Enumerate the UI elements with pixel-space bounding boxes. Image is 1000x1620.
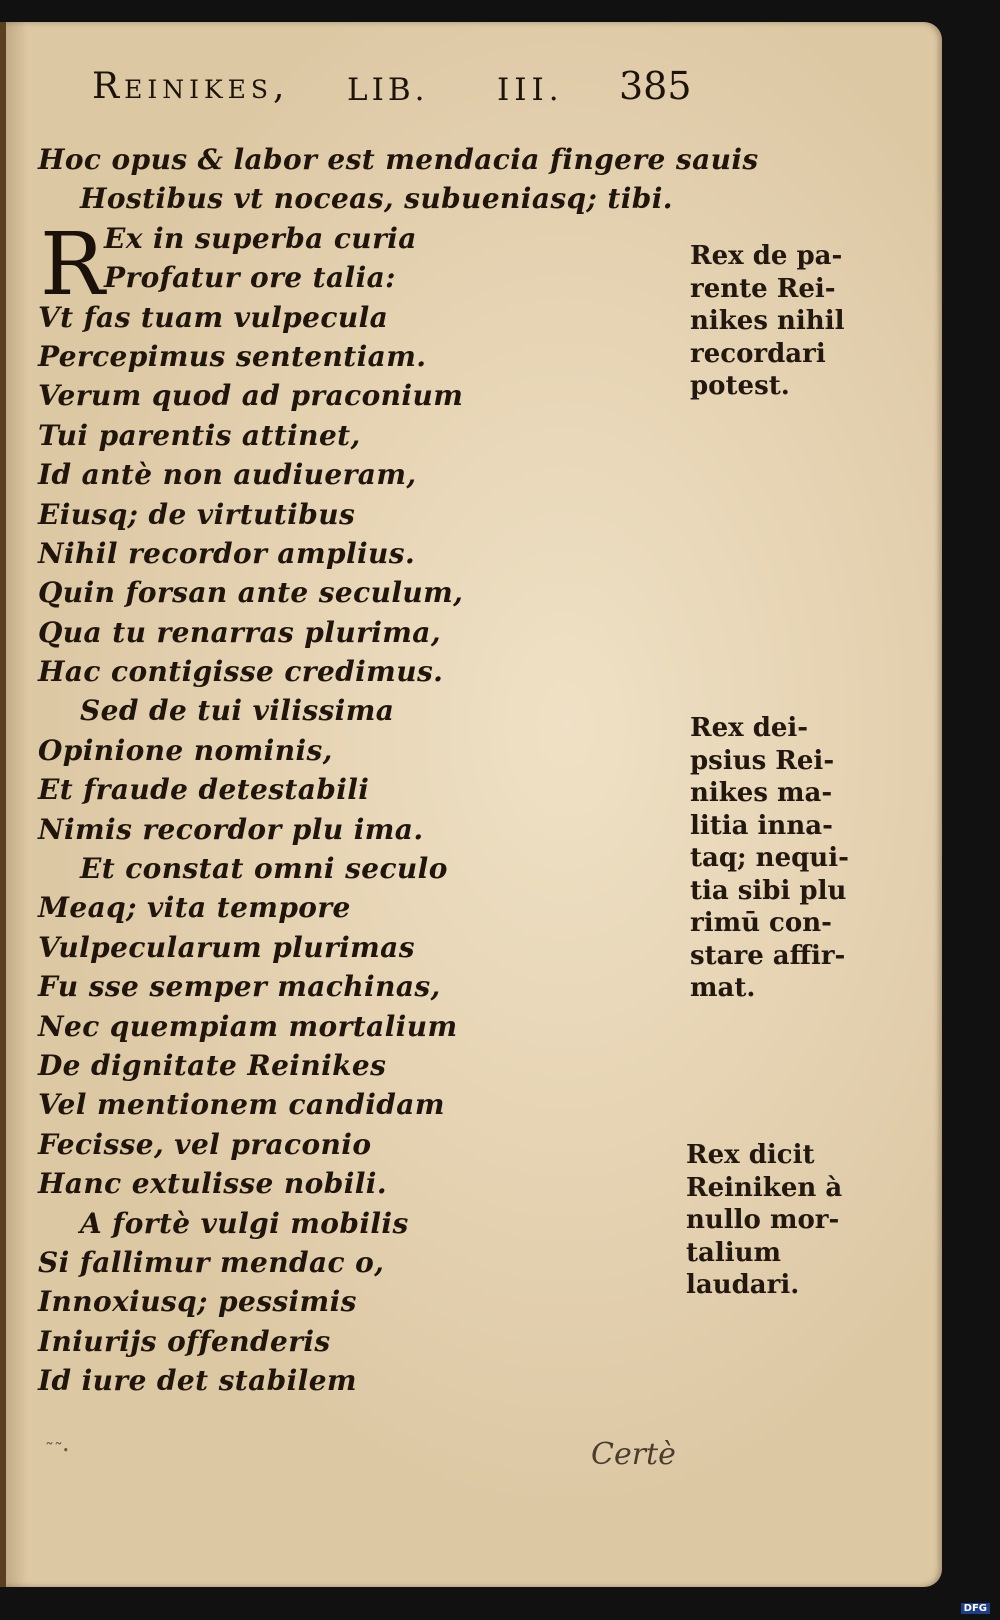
verse-line: Hac contigisse credimus. [38,655,444,689]
marginal-note-line: Rex dicit [686,1140,815,1170]
verse-line: Iniurijs offenderis [38,1324,331,1358]
marginal-note-line: litia inna- [690,810,833,841]
verse-line: Et fraude detestabili [38,773,370,807]
verse-line: A fortè vulgi mobilis [80,1206,409,1240]
verse-line: Nec quempiam mortalium [38,1009,458,1043]
marginal-note-2 [690,712,870,1005]
verse-line: Nimis recordor plu ima. [38,812,424,846]
marginal-note-line: potest. [690,371,790,401]
marginal-note-line: taq; nequi- [690,843,849,873]
running-head-title: Reinikes, [92,66,290,107]
marginal-note-line: Reiniken à [686,1172,843,1203]
verse-line: Fecisse, vel praconio [38,1127,372,1161]
verse-line: Innoxiusq; pessimis [38,1285,357,1319]
marginal-note-line: mat. [690,973,756,1003]
marginal-note-line: stare affir- [690,940,846,971]
verse-line: Id antè non audiueram, [38,458,417,492]
verse-line: Profatur ore talia: [104,261,396,295]
running-head [92,66,692,126]
verse-line: Et constat omni seculo [80,852,448,886]
verse-line: Qua tu renarras plurima, [38,615,441,649]
verse-line: Quin forsan ante seculum, [38,576,464,610]
verse-line: Fu sse semper machinas, [38,970,441,1004]
verse-line: Vt fas tuam vulpecula [38,300,389,334]
marginal-note-line: recordari [690,338,826,369]
marginal-note-line: rimū con- [690,908,832,938]
marginal-note-line: talium [686,1237,782,1268]
drop-cap: R [40,215,105,315]
verse-line: Meaq; vita tempore [38,891,351,925]
marginal-note-line: tia sibi plu [690,875,847,906]
marginal-note-line: rente Rei- [690,273,836,304]
book-page [0,22,942,1587]
verse-line: Eiusq; de virtutibus [38,497,356,531]
verse-line: Vulpecularum plurimas [38,930,415,964]
running-head-lib: LIB. [347,72,429,108]
marginal-note-line: laudari. [686,1270,800,1300]
verse-line: Ex in superba curia [104,221,417,255]
verse-line: Tui parentis attinet, [38,418,361,452]
page-spine-edge [0,22,6,1587]
dfg-logo: DFG [961,1603,990,1614]
verse-line: Opinione nominis, [38,733,333,767]
verse-line: Verum quod ad praconium [38,379,464,413]
marginal-note-line: Rex de pa- [690,241,843,271]
marginal-note-line: psius Rei- [690,745,835,776]
verse-line: Id iure det stabilem [38,1364,357,1398]
verse-line: Percepimus sententiam. [38,339,427,373]
verse-line: Hanc extulisse nobili. [38,1167,387,1201]
marginal-note-line: nikes nihil [690,306,845,336]
running-head-volume: III. [497,72,564,108]
marginal-note-3 [686,1139,866,1302]
verse-line: De dignitate Reinikes [38,1048,387,1082]
verse-line: Nihil recordor amplius. [38,536,416,570]
verse-line: Si fallimur mendac o, [38,1245,385,1279]
verse-line: Hostibus vt noceas, subueniasq; tibi. [80,182,673,216]
marginal-note-line: nullo mor- [686,1205,840,1235]
catchword: Certè [591,1437,676,1472]
digitization-credit [512,1601,990,1614]
page-number: 385 [619,64,692,108]
marginal-note-line: Rex dei- [690,713,809,743]
credit-text: Digitalisierung gefördert durch die Deutsche Forschungsgemeinschaft - [511,1601,958,1614]
verse-line: Sed de tui vilissima [80,694,395,728]
verse-line: Hoc opus & labor est mendacia fingere sauis [38,143,759,176]
marginal-note-line: nikes ma- [690,778,833,808]
signature-mark: ˜˜ꞏ [45,1440,69,1461]
marginal-note-1 [690,240,870,403]
verse-line: Vel mentionem candidam [38,1088,445,1122]
